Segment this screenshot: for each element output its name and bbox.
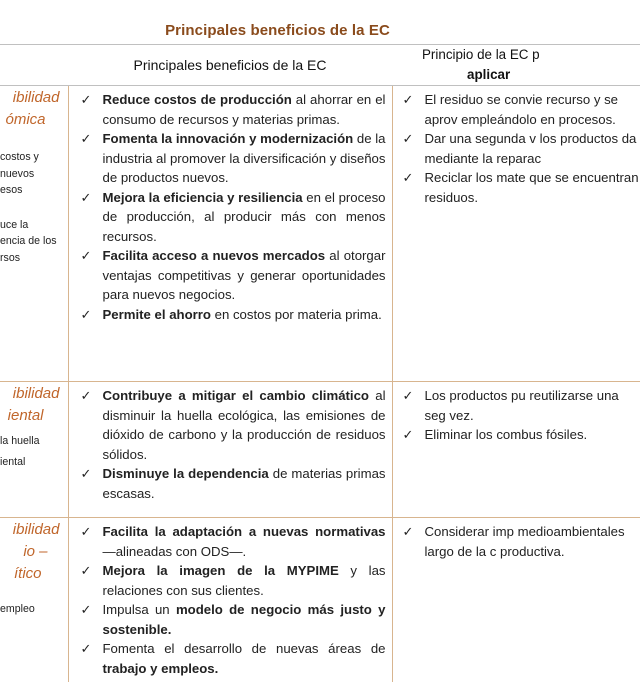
- category-name-line1: ibilidad: [12, 385, 60, 402]
- header-col3-label-1: Principio de la EC p: [422, 47, 540, 62]
- desc-line: esos: [0, 184, 23, 196]
- principle-text: El residuo se convie recurso y se aprov empleándolo en procesos.: [424, 92, 619, 127]
- check-icon: ✓: [402, 170, 414, 185]
- check-icon: ✓: [80, 641, 92, 656]
- principles-list: [401, 518, 640, 565]
- benefit-bold-text: Contribuye a mitigar el cambio climático: [102, 388, 369, 403]
- benefit-bold-text: Permite el ahorro: [102, 306, 211, 322]
- desc-line: uce la: [0, 218, 29, 231]
- header-col1: [0, 45, 68, 86]
- category-cell: [0, 518, 68, 683]
- check-icon: ✓: [80, 466, 92, 481]
- principle-item: [401, 425, 640, 445]
- benefit-item: [75, 305, 386, 325]
- benefit-item: [75, 386, 386, 464]
- category-cell: [0, 86, 68, 382]
- principle-text: Eliminar los combus fósiles.: [424, 427, 588, 442]
- benefits-list: [75, 382, 386, 507]
- check-icon: ✓: [80, 602, 92, 617]
- benefit-text: —alineadas con ODS—.: [102, 543, 247, 559]
- check-icon: ✓: [402, 92, 414, 107]
- check-icon: ✓: [402, 427, 414, 442]
- benefit-text: al otorgar ventajas competitivas y generar oportunidades para nuevos negocios.: [102, 248, 386, 302]
- category-cell: [0, 382, 68, 518]
- benefit-bold-text: modelo de negocio más justo y sostenible.: [102, 602, 386, 637]
- check-icon: ✓: [402, 524, 414, 539]
- benefit-item: [75, 464, 386, 503]
- benefit-text: en el proceso de producción, al producir más con menos recursos.: [102, 189, 386, 244]
- check-icon: ✓: [402, 131, 414, 146]
- header-col3: [392, 45, 640, 86]
- benefits-table: [0, 44, 640, 682]
- check-icon: ✓: [402, 388, 414, 403]
- category-name-line2: io –: [23, 543, 48, 560]
- principle-item: [401, 386, 640, 425]
- benefit-text: y las relaciones con sus clientes.: [102, 563, 386, 598]
- check-icon: ✓: [80, 131, 92, 146]
- check-icon: ✓: [80, 248, 92, 263]
- table-header-row: [0, 45, 640, 86]
- header-col2-label: Principales beneficios de la EC: [133, 57, 327, 73]
- check-icon: ✓: [80, 92, 92, 107]
- desc-line: iental: [0, 455, 26, 468]
- category-description: [0, 149, 60, 266]
- benefit-text: en costos por materia prima.: [210, 306, 382, 322]
- category-name-line3: ítico: [13, 565, 42, 582]
- benefit-bold-text: trabajo y empleos.: [102, 660, 219, 676]
- benefit-text: de materias primas escasas.: [102, 466, 386, 501]
- page-title: Principales beneficios de la EC: [165, 22, 390, 39]
- principle-item: [401, 129, 640, 168]
- category-description: [0, 433, 60, 470]
- benefits-cell: [68, 518, 392, 683]
- principle-item: [401, 168, 640, 207]
- benefit-item: [75, 522, 386, 561]
- principles-cell: [392, 86, 640, 382]
- check-icon: ✓: [80, 388, 92, 403]
- check-icon: ✓: [80, 306, 92, 322]
- check-icon: ✓: [80, 189, 92, 205]
- desc-line: encia de los: [0, 235, 57, 247]
- principles-cell: [392, 518, 640, 683]
- benefit-item: [75, 90, 386, 129]
- principle-item: [401, 90, 640, 129]
- benefit-bold-text: Facilita acceso a nuevos mercados: [102, 248, 326, 263]
- benefit-text: al disminuir la huella ecológica, las emisiones de dióxido de carbono y la producción de residuos sólidos.: [102, 388, 386, 462]
- benefits-cell: [68, 382, 392, 518]
- benefit-item: [75, 188, 386, 247]
- desc-line: costos y: [0, 151, 39, 163]
- principles-list: [401, 86, 640, 211]
- benefit-item: [75, 600, 386, 639]
- principles-list: [401, 382, 640, 449]
- benefit-bold-text: Facilita la adaptación a nuevas normativas: [102, 524, 386, 539]
- benefit-item: [75, 129, 386, 188]
- header-col3-label-2: aplicar: [467, 67, 511, 82]
- desc-line: rsos: [0, 251, 21, 264]
- desc-line: la huella: [0, 435, 40, 447]
- benefit-item: [75, 246, 386, 305]
- benefit-bold-text: Reduce costos de producción: [102, 92, 292, 107]
- principles-cell: [392, 382, 640, 518]
- check-icon: ✓: [80, 524, 92, 539]
- benefit-bold-text: Mejora la eficiencia y resiliencia: [102, 189, 303, 205]
- desc-line: nuevos: [0, 167, 35, 180]
- benefit-text: Impulsa un: [102, 602, 176, 617]
- check-icon: ✓: [80, 563, 92, 578]
- benefit-text: Fomenta el desarrollo de nuevas áreas de: [102, 641, 386, 656]
- desc-line: empleo: [0, 603, 35, 615]
- header-col2: [68, 45, 392, 86]
- principle-text: Dar una segunda v los productos da mediante la reparac: [424, 131, 637, 166]
- benefit-item: [75, 561, 386, 600]
- benefit-text: al ahorrar en el consumo de recursos y materias primas.: [102, 92, 386, 127]
- category-name-line1: ibilidad: [12, 89, 60, 106]
- category-name-line1: ibilidad: [12, 521, 60, 538]
- principle-item: [401, 522, 640, 561]
- benefit-bold-text: Mejora la imagen de la MYPIME: [102, 563, 339, 578]
- benefits-cell: [68, 86, 392, 382]
- table-row: [0, 382, 640, 518]
- benefits-list: [75, 518, 386, 682]
- principle-text: Los productos pu reutilizarse una seg vez.: [424, 388, 619, 423]
- benefits-list: [75, 86, 386, 328]
- table-row: [0, 86, 640, 382]
- benefit-item: [75, 639, 386, 678]
- table-row: [0, 518, 640, 683]
- benefit-bold-text: Disminuye la dependencia: [102, 466, 269, 481]
- category-name-line2: ómica: [5, 111, 46, 128]
- principle-text: Reciclar los mate que se encuentran residuos.: [424, 170, 639, 205]
- principle-text: Considerar imp medioambientales largo de la c productiva.: [424, 524, 625, 559]
- category-name-line2: iental: [7, 407, 44, 424]
- category-description: [0, 601, 60, 618]
- benefit-text: de la industria al promover la diversificación y diseños de productos nuevos.: [102, 131, 386, 185]
- benefit-bold-text: Fomenta la innovación y modernización: [102, 131, 354, 146]
